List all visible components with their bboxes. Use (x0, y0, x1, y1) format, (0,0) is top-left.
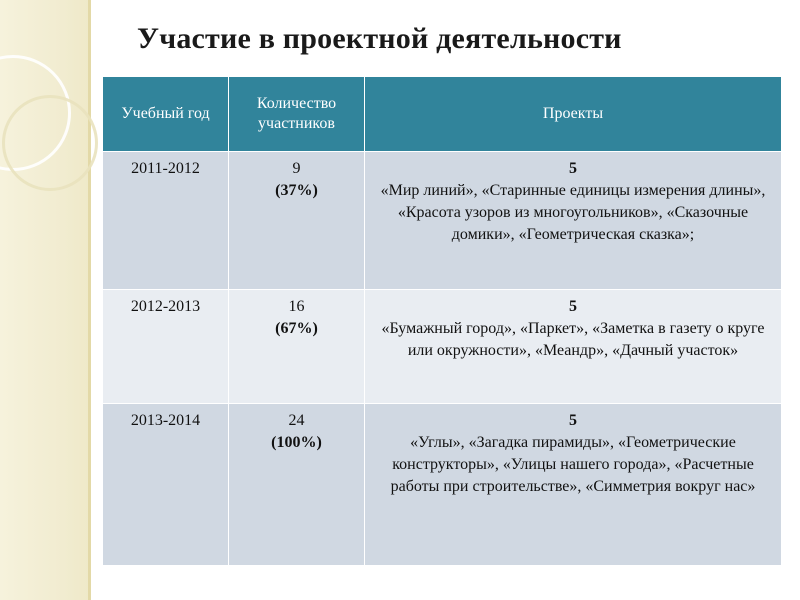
projects-list: «Бумажный город», «Паркет», «Заметка в газету о круге или окружности», «Меандр», «Дачный участок» (381, 320, 765, 359)
participants-percent: (67%) (275, 320, 318, 337)
projects-count: 5 (569, 298, 577, 315)
cell-projects (365, 404, 782, 566)
cell-year: 2011-2012 (103, 152, 229, 290)
projects-count: 5 (569, 412, 577, 429)
cell-participants (229, 404, 365, 566)
participants-count: 16 (288, 298, 305, 315)
slide-title: Участие в проектной деятельности (137, 22, 622, 55)
table-row (103, 152, 782, 290)
projects-count: 5 (569, 160, 577, 177)
decorative-side-line (88, 0, 91, 600)
participants-percent: (100%) (271, 434, 322, 451)
table-header-row (103, 77, 782, 152)
table-row (103, 404, 782, 566)
participants-count: 24 (288, 412, 305, 429)
decorative-ring-2 (2, 95, 98, 191)
cell-participants (229, 290, 365, 404)
header-projects: Проекты (365, 77, 782, 152)
cell-participants (229, 152, 365, 290)
header-year: Учебный год (103, 77, 229, 152)
header-participants: Количество участников (229, 77, 365, 152)
participation-table (102, 76, 782, 566)
cell-year: 2013-2014 (103, 404, 229, 566)
participants-count: 9 (292, 160, 301, 177)
cell-projects (365, 152, 782, 290)
projects-list: «Мир линий», «Старинные единицы измерения длины», «Красота узоров из многоугольников», «Сказочные домики», «Геометрическая сказка»; (380, 182, 766, 243)
table-row (103, 290, 782, 404)
cell-year: 2012-2013 (103, 290, 229, 404)
cell-projects (365, 290, 782, 404)
participants-percent: (37%) (275, 182, 318, 199)
projects-list: «Углы», «Загадка пирамиды», «Геометрические конструкторы», «Улицы нашего города», «Расчетные работы при строительстве», «Симметрия вокруг нас» (390, 434, 756, 495)
